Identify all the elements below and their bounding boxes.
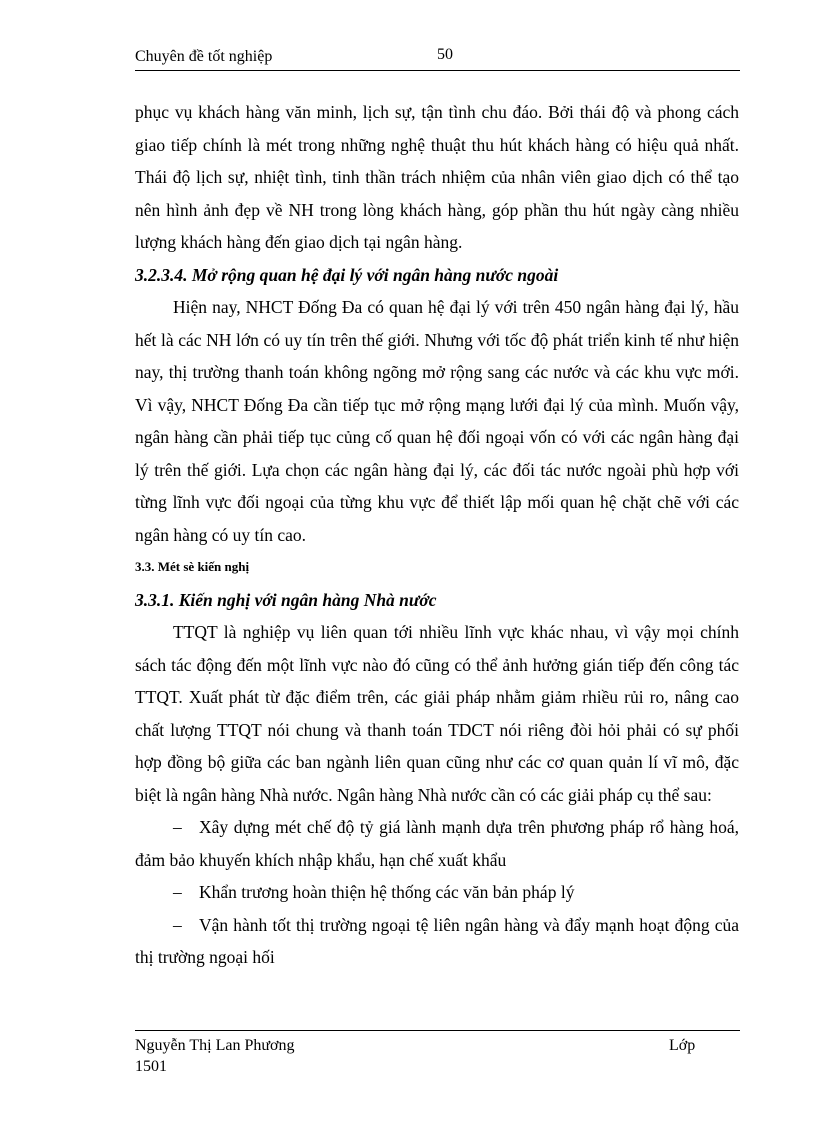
header-title: Chuyên đề tốt nghiệp <box>135 48 273 65</box>
list-item <box>135 909 739 974</box>
page-number: 50 <box>437 46 453 63</box>
footer-divider <box>135 1030 740 1031</box>
paragraph-agency-relations: Hiện nay, NHCT Đống Đa có quan hệ đại lý với trên 450 ngân hàng đại lý, hầu hết là các NH lớn có uy tín trên thế giới. Nhưng với tốc độ phát triển kinh tế như hiện nay, thị trường thanh toán không ngõng mở rộng sang các nước và các khu vực mới. Vì vậy, NHCT Đống Đa cần tiếp tục mở rộng mạng lưới đại lý của mình. Muốn vậy, ngân hàng cần phải tiếp tục củng cố quan hệ đối ngoại vốn có với các ngân hàng đại lý trên thế giới. Lựa chọn các ngân hàng đại lý, các đối tác nước ngoài phù hợp với từng lĩnh vực đối ngoại của từng khu vực để thiết lập mối quan hệ chặt chẽ với các ngân hàng có uy tín cao. <box>135 297 739 545</box>
bullet-text: Vận hành tốt thị trường ngoại tệ liên ngân hàng và đẩy mạnh hoạt động của thị trường ngoại hối <box>135 914 739 967</box>
page-body <box>135 96 739 974</box>
header-divider <box>135 70 740 71</box>
bullet-text: Xây dựng mét chế độ tỷ giá lành mạnh dựa trên phương pháp rổ hàng hoá, đảm bảo khuyến khích nhập khẩu, hạn chế xuất khẩu <box>135 817 739 870</box>
footer-class-label: Lớp <box>669 1037 696 1054</box>
bullet-dash: – <box>173 914 182 935</box>
footer-author: Nguyễn Thị Lan Phương <box>135 1037 295 1054</box>
section-heading-33: 3.3. Mét sè kiến nghị <box>135 559 250 574</box>
bullet-dash: – <box>173 882 182 902</box>
bullet-dash: – <box>173 817 182 837</box>
paragraph-continuation: phục vụ khách hàng văn minh, lịch sự, tận tình chu đáo. Bởi thái độ và phong cách giao tiếp chính là mét trong những nghệ thuật thu hút khách hàng có hiệu quả nhất. Thái độ lịch sự, nhiệt tình, tinh thần trách nhiệm của nhân viên giao dịch có thể tạo nên hình ảnh đẹp về NH trong lòng khách hàng, góp phần thu hút ngày càng nhiều lượng khách hàng đến giao dịch tại ngân hàng. <box>135 102 739 252</box>
section-heading-3234: 3.2.3.4. Mở rộng quan hệ đại lý với ngân hàng nước ngoài <box>135 264 559 285</box>
page-header <box>135 48 740 70</box>
list-item <box>135 876 739 909</box>
paragraph-ttqt: TTQT là nghiệp vụ liên quan tới nhiều lĩnh vực khác nhau, vì vậy mọi chính sách tác động đến một lĩnh vực nào đó cũng có thể ảnh hưởng gián tiếp đến công tác TTQT. Xuất phát từ đặc điểm trên, các giải pháp nhằm giảm rhiều rủi ro, nâng cao chất lượng TTQT nói chung và thanh toán TDCT nói riêng đòi hỏi phải có sự phối hợp đồng bộ giữa các ban ngành liên quan cũng như các cơ quan quản lí vĩ mô, đặc biệt là ngân hàng Nhà nước. Ngân hàng Nhà nước cần có các giải pháp cụ thể sau: <box>135 622 739 805</box>
bullet-text: Khẩn trương hoàn thiện hệ thống các văn bản pháp lý <box>199 882 575 902</box>
list-item <box>135 811 739 876</box>
section-heading-331: 3.3.1. Kiến nghị với ngân hàng Nhà nước <box>135 589 437 610</box>
footer-class-code: 1501 <box>135 1058 167 1075</box>
